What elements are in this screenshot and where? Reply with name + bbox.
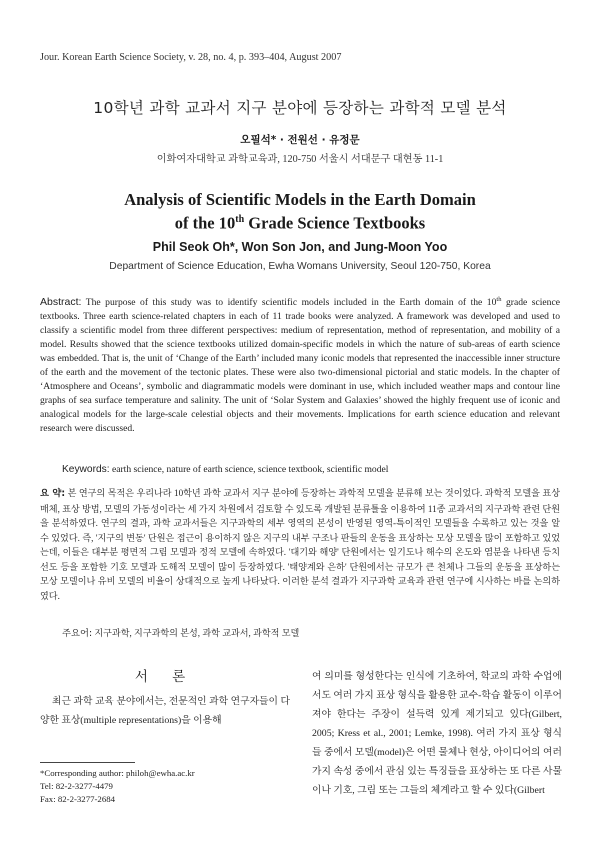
abstract-label: Abstract:: [40, 296, 82, 309]
footnote: [40, 767, 195, 806]
english-title-superscript: th: [235, 214, 245, 225]
keywords-text: earth science, nature of earth science, science textbook, scientific model: [109, 464, 389, 475]
keywords-english: [62, 464, 388, 475]
keywords-label: Keywords:: [62, 464, 110, 475]
body-left-column: 최근 과학 교육 분야에서는, 전문적인 과학 연구자들이 다양한 표상(multiple representations)을 이용해: [40, 696, 290, 726]
footnote-divider: [40, 762, 135, 763]
english-authors: Phil Seok Oh*, Won Son Jon, and Jung-Moon Yoo: [152, 240, 448, 254]
footnote-corresponding-author: *Corresponding author: philoh@ewha.ac.kr: [40, 768, 195, 778]
korean-affiliation: 이화여자대학교 과학교육과, 120-750 서울시 서대문구 대현동 11-1: [156, 154, 444, 165]
korean-summary-label: 요 약:: [40, 488, 66, 499]
abstract-text-start: The purpose of this study was to identify scientific models included in the Earth domain of the 10: [81, 297, 497, 309]
journal-citation: Jour. Korean Earth Science Society, v. 28, no. 4, p. 393–404, August 2007: [40, 52, 342, 63]
footnote-tel: Tel: 82-2-3277-4479: [40, 781, 113, 791]
abstract-text-rest: grade science textbooks. Three earth science-related chapters in each of 11 trade books were analyzed. A framework was developed and used to classify a scientific model from three different perspectives: medium of representation, method of representation, and mobility of a model. Results showed that the science textbooks utilized domain-specific models in which the nature of sub-areas of earth science was embedded. That is, the unit of ‘Change of the Earth’ included many iconic models that represented the inaccessible inner structure of the earth and the movement of the tectonic plates. These were also two-dimensional pictorial and static models. In the chapter of ‘Atmosphere and Oceans’, symbolic and diagrammatic models were dominant in use, which included weather maps and contour line graphs of sea surface temperature and salinity. The unit of ‘Solar System and Galaxies’ showed the highly frequent use of iconic and analogical models for the large-scale celestial objects and their movements. Implications for earth science education and relevant research were discussed.: [40, 297, 560, 435]
keywords-korean-text: 지구과학, 지구과학의 본성, 과학 교과서, 과학적 모델: [92, 628, 300, 638]
abstract-superscript: th: [496, 296, 502, 303]
section-title-introduction: 서 론: [134, 669, 196, 685]
english-title-line2-pre: of the 10: [174, 213, 236, 233]
english-title-line2-post: Grade Science Textbooks: [244, 213, 426, 233]
footnote-fax: Fax: 82-2-3277-2684: [40, 794, 116, 804]
english-affiliation: Department of Science Education, Ewha Womans University, Seoul 120-750, Korea: [109, 261, 491, 272]
korean-summary-text: 본 연구의 목적은 우리나라 10학년 과학 교과서 지구 분야에 등장하는 과학적 모델을 분류해 보는 것이었다. 과학적 모델을 표상 매체, 표상 방법, 모델의 가동성이라는 세 가지 차원에서 검토할 수 있도록 개발된 분류틀을 이용하여 11종 교과서의 지구과학 관련 단원을 분석하였다. 연구의 결과, 과학 교과서들은 지구과학의 세부 영역의 본성이 반영된 영역-특이적인 모델들을 수록하고 있는 것을 알 수 있었다. 즉, '지구의 변동' 단원은 접근이 용이하지 않은 지구의 내부 구조나 판들의 운동을 표상하는 모상 모델을 많이 포함하고 있었는데, 이들은 대부분 평면적 그림 모델과 정적 모델에 속하였다. '대기와 해양' 단원에서는 일기도나 해수의 온도와 염분을 나타낸 등치선도 등을 포함한 기호 모델과 도해적 모델이 많이 등장하였다. '태양계와 은하' 단원에서는 규모가 큰 천체나 그들의 운동을 표상하는 모상 모델이나 유비 모델의 비율이 상대적으로 높게 나타났다. 이러한 분석 결과가 지구과학 교육과 관련 연구에 시사하는 바를 논의하였다.: [40, 488, 560, 601]
english-title-line1: Analysis of Scientific Models in the Earth Domain: [124, 190, 476, 209]
keywords-korean: [62, 625, 299, 639]
keywords-korean-label: 주요어:: [62, 628, 93, 639]
english-title: [0, 190, 600, 234]
korean-authors: 오필석* · 전원선 · 유정문: [240, 134, 360, 146]
korean-title: 10학년 과학 교과서 지구 분야에 등장하는 과학적 모델 분석: [93, 99, 507, 117]
korean-summary: [40, 486, 560, 603]
body-right-column: 여 의미를 형성한다는 인식에 기초하여, 학교의 과학 수업에서도 여러 가지 표상 형식을 활용한 교수-학습 활동이 이루어져야 한다는 주장이 설득력 있게 제기되고 있다(Gilbert, 2005; Kress et al., 2001; Lemke, 1998). 여러 가지 표상 형식들 중에서 모델(model)은 어떤 물체나 현상, 아이디어의 여러 가지 속성 중에서 관심 있는 특징들을 표상하는 또 다른 사물이나 기호, 그림 또는 그들의 체계라고 할 수 있다(Gilbert: [312, 671, 562, 796]
abstract: [40, 293, 560, 436]
